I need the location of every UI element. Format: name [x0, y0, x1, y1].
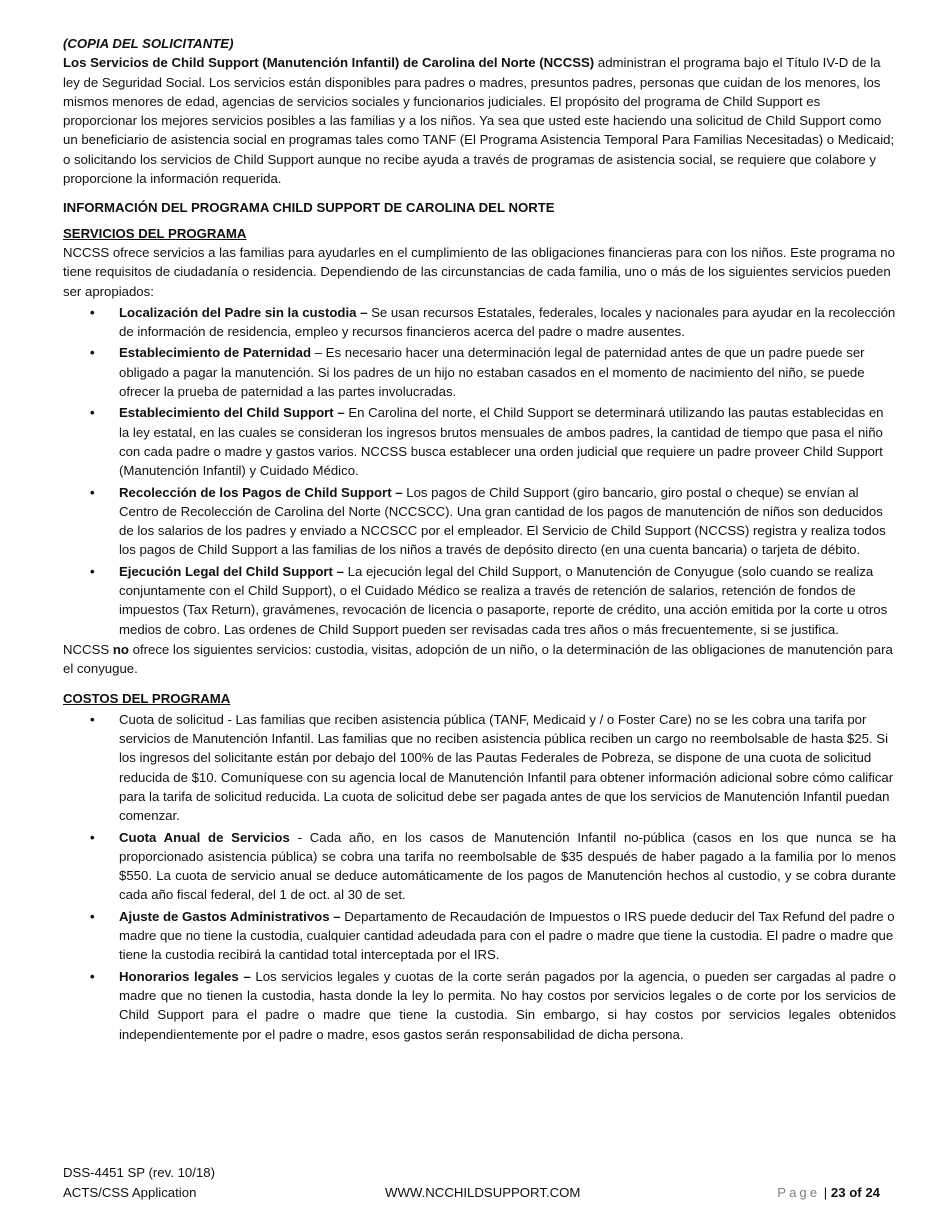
page-separator: | — [823, 1184, 828, 1200]
item-text: En Carolina del norte, el Child Support se determinará utilizando las pautas establecidas en la ley estatal, en las cuales se consideran los ingresos brutos mensuales de ambos padres, la cantidad de tiempo que pasa el niño con cada padre o madre y gastos varios. NCCSS busca establecer una orden judicial que requiere un padre proveer Child Support (Manutención Infantil) y Cuidado Médico. — [119, 405, 884, 479]
intro-text: administran el programa bajo el Título IV-D de la ley de Seguridad Social. Los servicios están disponibles para padres o madres, presuntos padres, personas que cuidan de los menores, los mismos menores de edad, agencias de servicios sociales y funcionarios judiciales. El propósito del programa de Child Support es proporcionar los mejores servicios posibles a las familias y a los niños. Ya sea que usted este haciendo una solicitud de Child Support como un beneficiario de asistencia social en programas tales como TANF (El Programa Asistencia Temporal Para Familias Necesitadas) o Medicaid; o solicitando los servicios de Child Support aunque no recibe ayuda a través de programas de asistencia social, se requiere que colabore y proporcione la información requerida. — [63, 55, 895, 187]
item-title: Ejecución Legal del Child Support – — [119, 563, 344, 579]
program-info-heading: INFORMACIÓN DEL PROGRAMA CHILD SUPPORT DE CAROLINA DEL NORTE — [63, 200, 555, 216]
list-item — [63, 828, 896, 905]
item-title: Cuota Anual de Servicios — [119, 829, 290, 845]
intro-paragraph — [63, 53, 896, 188]
bullet-icon: • — [90, 484, 95, 500]
list-item — [63, 907, 896, 965]
item-text: - Cada año, en los casos de Manutención Infantil no-pública (casos en los que nunca se ha proporcionado asistencia pública) se cobra una tarifa no reembolsable de $35 después de haber pagado a la familia por lo menos $550. La cuota de servicio anual se deduce automáticamente de los pagos de Manutención hechos al custodio, y se cobra durante cada año fiscal federal, del 1 de oct. al 30 de set. — [119, 829, 896, 903]
item-title: Recolección de los Pagos de Child Support – — [119, 484, 403, 500]
services-heading: SERVICIOS DEL PROGRAMA — [63, 225, 247, 241]
form-number: DSS-4451 SP (rev. 10/18) — [63, 1165, 215, 1180]
costs-list — [63, 710, 896, 1044]
item-title: Honorarios legales – — [119, 968, 251, 984]
intro-bold: Los Servicios de Child Support (Manutención Infantil) de Carolina del Norte (NCCSS) — [63, 55, 595, 71]
costs-heading: COSTOS DEL PROGRAMA — [63, 690, 231, 706]
website-link[interactable]: WWW.NCCHILDSUPPORT.COM — [385, 1184, 581, 1200]
document-page — [63, 34, 896, 1045]
item-text: La ejecución legal del Child Support, o Manutención de Conyugue (solo cuando se realiza conjuntamente con el Child Support), o el Cuidado Médico se realiza a través de retención de salarios, retención de fondos de impuestos (Tax Return), gravámenes, revocación de licencia o pasaporte, reporte de crédito, una acción emitida por la corte u otros medios de cobro. Las ordenes de Child Support pueden ser revisadas cada tres años o más frecuentemente, si se justifica. — [119, 563, 888, 637]
services-list — [63, 303, 896, 639]
list-item — [63, 343, 896, 401]
bullet-icon: • — [90, 711, 95, 727]
list-item — [63, 483, 896, 560]
item-text: Departamento de Recaudación de Impuestos o IRS puede deducir del Tax Refund del padre o madre que no tiene la custodia, cualquier cantidad adeudada para con el padre o madre que tiene la custodia. El padre o madre que tiene la custodia recibirá la cantidad total interceptada por el IRS. — [119, 908, 895, 963]
item-title: Localización del Padre sin la custodia – — [119, 304, 368, 320]
bullet-icon: • — [90, 829, 95, 845]
app-name: ACTS/CSS Application — [63, 1184, 197, 1200]
item-title: Establecimiento de Paternidad — [119, 345, 312, 361]
page-number: 23 of 24 — [830, 1184, 880, 1200]
bullet-icon: • — [90, 405, 95, 421]
list-item — [63, 710, 896, 826]
list-item — [63, 303, 896, 342]
list-item — [63, 403, 896, 480]
item-text: Cuota de solicitud - Las familias que reciben asistencia pública (TANF, Medicaid y / o Foster Care) no se les cobra una tarifa por servicios de Manutención Infantil. Las familias que no reciben asistencia pública reciben un cargo no reembolsable de hasta $25. Si los ingresos del solicitante están por debajo del 100% de las Pautas Federales de Pobreza, se dispone de una cuota de solicitud reducida de $10. Comuníquese con su agencia local de Manutención Infantil para obtener información adicional sobre cómo calificar para la tarifa de solicitud reducida. La cuota de solicitud debe ser pagada antes de que los servicios de Manutención Infantil puedan comenzar. — [119, 711, 894, 824]
item-text: Los pagos de Child Support (giro bancario, giro postal o cheque) se envían al Centro de Recolección de Carolina del Norte (NCCSCC). Una gran cantidad de los pagos de manutención de niños son deducidos de los salarios de los padres y enviado a NCCSCC por el empleador. El Servicio de Child Support (NCCSS) registra y realiza todos los pagos de Child Support a las familias de los niños a través de depósito directo (en una cuenta bancaria) o tarjeta de débito. — [119, 484, 886, 558]
page-word: Page — [777, 1184, 821, 1200]
item-title: Ajuste de Gastos Administrativos – — [119, 908, 341, 924]
copy-label: (COPIA DEL SOLICITANTE) — [63, 36, 234, 51]
not-offered-post: ofrece los siguientes servicios: custodia, visitas, adopción de un niño, o la determinación de las obligaciones de manutención para el conyugue. — [63, 641, 893, 677]
item-text: Los servicios legales y cuotas de la corte serán pagados por la agencia, o pueden ser cargadas al padre o madre que no tienen la custodia, hasta donde la ley lo permita. No hay costos por servicios legales o de corte por los servicios de Child Support para el padre o madre que tiene la custodia. Sin embargo, si hay costos por servicios legales obtenidos independientemente por el padre o madre, esos gastos serán responsabilidad de dicha persona. — [119, 968, 896, 1042]
item-text: Se usan recursos Estatales, federales, locales y nacionales para ayudar en la recolección de información de residencia, empleo y recursos financieros acerca del padre o madre ausentes. — [119, 304, 896, 340]
bullet-icon: • — [90, 908, 95, 924]
not-offered-paragraph — [63, 640, 896, 679]
item-title: Establecimiento del Child Support – — [119, 405, 345, 421]
bullet-icon: • — [90, 304, 95, 320]
list-item — [63, 967, 896, 1044]
item-text: – Es necesario hacer una determinación legal de paternidad antes de que un padre puede ser obligado a pagar la manutención. Si los padres de un hijo no estaban casados en el momento de nacimiento del niño, se puede ofrecer la prueba de paternidad a las partes involucradas. — [119, 345, 865, 400]
bullet-icon: • — [90, 968, 95, 984]
not-offered-pre: NCCSS — [63, 641, 113, 657]
services-intro: NCCSS ofrece servicios a las familias para ayudarles en el cumplimiento de las obligaciones financieras para con los niños. Este programa no tiene requisitos de ciudadanía o residencia. Dependiendo de las circunstancias de cada familia, uno o más de los siguientes servicios pueden ser apropiados: — [63, 244, 895, 299]
not-offered-bold: no — [112, 641, 129, 657]
list-item — [63, 562, 896, 639]
page-indicator — [777, 1183, 880, 1203]
bullet-icon: • — [90, 345, 95, 361]
footer-form-info — [63, 1163, 215, 1202]
bullet-icon: • — [90, 563, 95, 579]
